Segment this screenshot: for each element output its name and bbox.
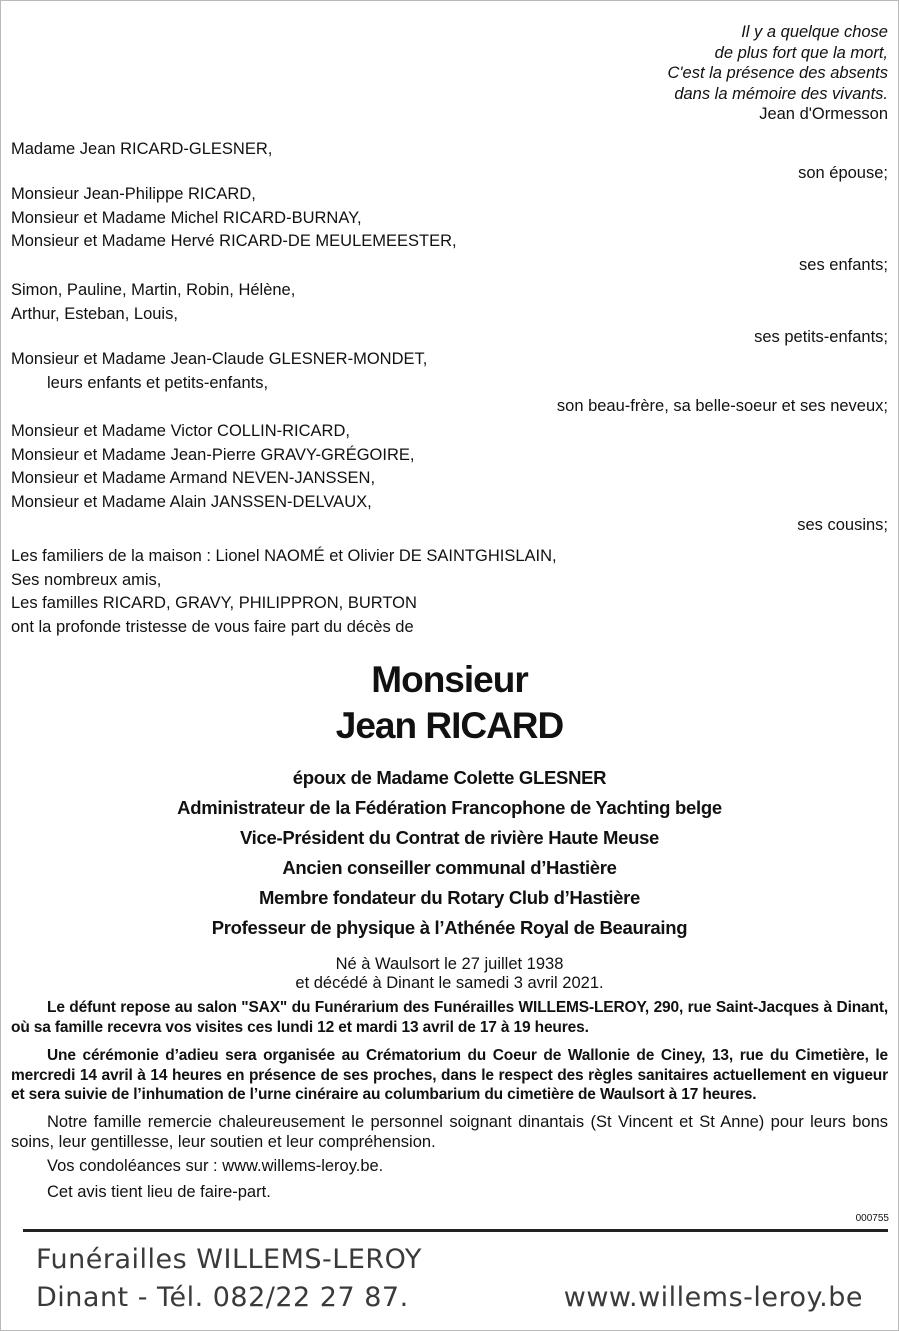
family-line: Simon, Pauline, Martin, Robin, Hélène, [11,281,296,299]
title-line: Vice-Président du Contrat de rivière Haute Meuse [239,827,660,848]
family-line: Monsieur et Madame Alain JANSSEN-DELVAUX, [11,492,372,511]
family-line: Madame Jean RICARD-GLESNER, [11,140,273,158]
relationship-label: ses enfants; [799,255,888,274]
family-line: leurs enfants et petits-enfants, [47,373,269,392]
family-line: Les familles RICARD, GRAVY, PHILIPPRON, BURTON [11,594,417,612]
title-line: Professeur de physique à l’Athénée Royal de Beauraing [211,917,688,938]
family-line: Monsieur et Madame Michel RICARD-BURNAY, [11,208,362,227]
relationship-label: son épouse; [798,163,888,182]
family-line: Monsieur et Madame Hervé RICARD-DE MEULEMEESTER, [11,232,457,250]
family-line: Monsieur et Madame Victor COLLIN-RICARD, [11,422,350,440]
footer-company: Funérailles WILLEMS-LEROY [36,1244,422,1275]
family-children-block [11,183,888,277]
quote-line: de plus fort que la mort, [714,43,888,62]
quote-author: Jean d'Ormesson [759,105,888,123]
family-line: Monsieur et Madame Armand NEVEN-JANSSEN, [11,469,376,487]
family-line: Monsieur Jean-Philippe RICARD, [11,185,256,203]
reference-code: 000755 [855,1213,889,1224]
deceased-titles [0,763,899,943]
birth-death-dates [0,955,899,993]
family-others-block [11,545,888,639]
footer-website: www.willems-leroy.be [563,1282,863,1313]
relationship-label: ses cousins; [797,516,888,534]
title-line: Ancien conseiller communal d’Hastière [282,857,617,878]
footer-divider [23,1229,888,1232]
notice-faire-part: Cet avis tient lieu de faire-part. [47,1183,271,1201]
family-spouse-block [11,138,888,185]
family-line: Monsieur et Madame Jean-Claude GLESNER-MONDET, [11,350,428,368]
notice-rest: Le défunt repose au salon "SAX" du Funérarium des Funérailles WILLEMS-LEROY, 290, rue Saint-Jacques à Dinant, où sa famille recevra vos visites ces lundi 12 et mardi 13 avril de 17 à 19 heures. [11,999,888,1036]
title-line: époux de Madame Colette GLESNER [292,767,607,788]
deceased-name: Jean RICARD [335,705,564,746]
announcement-line: ont la profonde tristesse de vous faire part du décès de [11,617,414,636]
notice-condolences: Vos condoléances sur : www.willems-leroy.be. [47,1157,384,1175]
relationship-label: son beau-frère, sa belle-soeur et ses neveux; [556,397,888,415]
death-line: et décédé à Dinant le samedi 3 avril 2021. [295,974,604,992]
deceased-honorific: Monsieur [371,659,528,700]
quote-line: Il y a quelque chose [741,23,888,41]
family-line: Arthur, Esteban, Louis, [11,304,178,323]
family-line: Ses nombreux amis, [11,570,162,589]
epigraph-quote [667,22,888,125]
title-line: Membre fondateur du Rotary Club d’Hastière [258,887,641,908]
birth-line: Né à Waulsort le 27 juillet 1938 [335,955,564,973]
relationship-label: ses petits-enfants; [754,328,888,346]
family-cousins-block [11,420,888,538]
title-line: Administrateur de la Fédération Francophone de Yachting belge [177,797,722,818]
footer-phone: Dinant - Tél. 082/22 27 87. [36,1282,409,1313]
notice-ceremony: Une cérémonie d’adieu sera organisée au Crématorium du Coeur de Wallonie de Ciney, 13, rue du Cimetière, le mercredi 14 avril à 14 heures en présence de ses proches, dans le respect des règles sanitaires actuellement en vigueur et sera suivie de l’inhumation de l’urne cinéraire au columbarium du cimetière de Waulsort à 17 heures. [11,1047,888,1103]
family-line: Monsieur et Madame Jean-Pierre GRAVY-GRÉGOIRE, [11,445,415,464]
notice-thanks: Notre famille remercie chaleureusement le personnel soignant dinantais (St Vincent et St Anne) pour leurs bons soins, leur gentillesse, leur soutien et leur compréhension. [11,1113,888,1151]
quote-line: C'est la présence des absents [667,64,888,82]
family-grandchildren-block [11,279,888,350]
family-inlaws-block [11,348,888,419]
quote-line: dans la mémoire des vivants. [674,84,888,103]
family-line: Les familiers de la maison : Lionel NAOMÉ et Olivier DE SAINTGHISLAIN, [11,547,557,565]
